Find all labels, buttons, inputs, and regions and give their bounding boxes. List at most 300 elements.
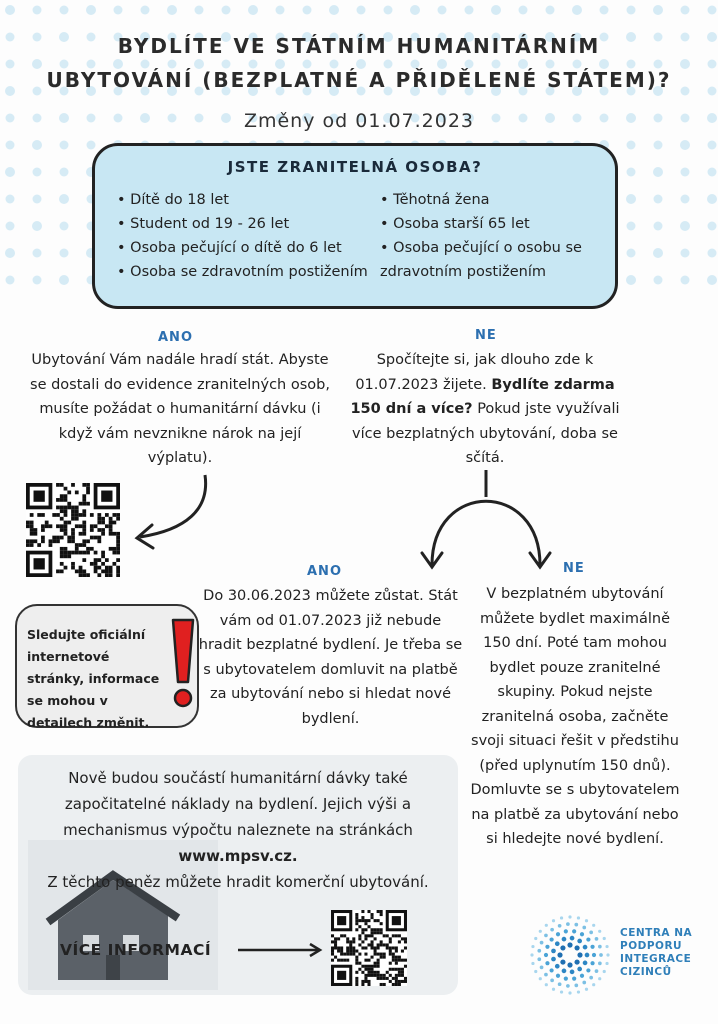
qr-module xyxy=(334,937,337,940)
qr-module xyxy=(367,980,370,983)
qr-module xyxy=(355,919,358,922)
logo-dot xyxy=(589,930,593,934)
qr-module xyxy=(395,946,398,949)
yes-branch-text: Ubytování Vám nadále hradí stát. Abyste se dostali do evidence zranitelných osob, musíte požádat o humanitární dávku (i když vám nevznikne nárok na její výplatu). xyxy=(30,352,330,466)
qr-module xyxy=(367,971,370,974)
logo-dot xyxy=(557,952,562,957)
logo-line3: INTEGRACE xyxy=(620,953,692,965)
qr-module xyxy=(364,953,367,956)
qr-module xyxy=(398,956,401,959)
qr-module xyxy=(383,953,386,956)
qr-module xyxy=(367,974,370,977)
info-panel xyxy=(18,755,458,995)
qr-module xyxy=(337,950,340,953)
logo-dot xyxy=(570,936,575,941)
qr-module xyxy=(358,962,361,965)
qr-module xyxy=(374,971,377,974)
qr-module xyxy=(386,943,389,946)
qr-module xyxy=(395,974,398,977)
qr-module xyxy=(364,937,367,940)
logo-dot xyxy=(534,937,537,940)
qr-module xyxy=(386,946,389,949)
logo-dot xyxy=(550,978,554,982)
qr-module xyxy=(401,980,404,983)
qr-module xyxy=(377,946,380,949)
page-title-line2: UBYTOVÁNÍ (BEZPLATNÉ A PŘIDĚLENÉ STÁTEM)? xyxy=(46,68,672,92)
qr-module xyxy=(380,983,383,986)
qr-module xyxy=(395,968,398,971)
logo-dot xyxy=(537,949,541,953)
qr-module xyxy=(331,934,334,937)
logo-dot xyxy=(560,959,565,964)
qr-module xyxy=(371,934,374,937)
qr-module xyxy=(367,983,370,986)
qr-module xyxy=(337,959,340,962)
qr-module xyxy=(374,928,377,931)
qr-code-icon-bottom[interactable] xyxy=(331,910,407,986)
qr-module xyxy=(364,928,367,931)
logo-dot xyxy=(570,970,575,975)
sub-no-label: NE xyxy=(563,561,585,576)
qr-module xyxy=(386,934,389,937)
qr-module xyxy=(364,919,367,922)
more-info-label: VÍCE INFORMACÍ xyxy=(60,941,212,959)
logo-dot xyxy=(552,988,555,991)
logo-dot xyxy=(539,977,542,980)
logo-dot xyxy=(595,937,599,941)
logo-dot xyxy=(580,974,584,978)
qr-module xyxy=(361,983,364,986)
logo-dot xyxy=(544,973,548,977)
qr-module xyxy=(395,962,398,965)
qr-module xyxy=(361,946,364,949)
qr-module xyxy=(371,928,374,931)
qr-module xyxy=(383,974,386,977)
qr-module xyxy=(364,965,367,968)
qr-module xyxy=(374,965,377,968)
qr-module xyxy=(386,971,389,974)
logo-dot xyxy=(586,968,590,972)
qr-module xyxy=(371,956,374,959)
warning-box xyxy=(15,604,199,728)
qr-module xyxy=(367,968,370,971)
logo-dot xyxy=(590,961,594,965)
logo-dot xyxy=(585,988,588,991)
qr-module xyxy=(371,943,374,946)
qr-module xyxy=(374,931,377,934)
logo-dot xyxy=(562,937,567,942)
logo-dot xyxy=(583,961,588,966)
info-text xyxy=(18,765,458,895)
logo-dot xyxy=(567,962,572,967)
qr-module xyxy=(392,977,395,980)
logo-dot xyxy=(555,941,560,946)
qr-module xyxy=(352,940,355,943)
logo-dot xyxy=(564,929,568,933)
qr-module xyxy=(392,956,395,959)
qr-module xyxy=(334,940,337,943)
sub-yes-label: ANO xyxy=(307,564,342,579)
qr-module xyxy=(401,959,404,962)
qr-module xyxy=(364,934,367,937)
qr-module xyxy=(374,950,377,953)
qr-module xyxy=(361,971,364,974)
vulnerable-box-title: JSTE ZRANITELNÁ OSOBA? xyxy=(227,158,483,176)
qr-module xyxy=(364,968,367,971)
qr-module xyxy=(374,953,377,956)
qr-module xyxy=(380,956,383,959)
logo-dot xyxy=(605,962,608,965)
qr-module xyxy=(389,968,392,971)
qr-module xyxy=(371,913,374,916)
qr-module xyxy=(361,928,364,931)
qr-module xyxy=(401,968,404,971)
logo-dot xyxy=(603,937,606,940)
qr-module xyxy=(374,946,377,949)
qr-module xyxy=(377,910,380,913)
qr-module xyxy=(404,946,407,949)
no-label: NE xyxy=(475,328,497,343)
qr-module xyxy=(364,974,367,977)
qr-module xyxy=(364,977,367,980)
qr-module xyxy=(374,962,377,965)
list-item: • Osoba pečující o osobu se zdravotním postižením xyxy=(380,236,610,284)
qr-module xyxy=(346,950,349,953)
qr-module xyxy=(337,937,340,940)
qr-module xyxy=(340,946,343,949)
logo-dot xyxy=(583,945,588,950)
qr-module xyxy=(361,980,364,983)
logo-dot xyxy=(598,962,602,966)
qr-module xyxy=(334,956,337,959)
logo-dot xyxy=(531,945,534,948)
sub-yes-text: Do 30.06.2023 můžete zůstat. Stát vám od 01.07.2023 již nebude hradit bezplatné bydlení. Je třeba se s ubytovatelem domluvit na platbě za ubytování nebo si hledat nové bydlení. xyxy=(198,588,463,727)
qr-module xyxy=(383,934,386,937)
qr-module xyxy=(395,959,398,962)
logo-dot xyxy=(530,953,533,956)
qr-module xyxy=(383,983,386,986)
qr-module xyxy=(377,977,380,980)
qr-module xyxy=(377,959,380,962)
qr-module xyxy=(383,956,386,959)
sub-no-text: V bezplatném ubytování můžete bydlet maximálně 150 dní. Poté tam mohou bydlet pouze zranitelné skupiny. Pokud nejste zranitelná osoba, začněte svoji situaci řešit v předstihu (před uplynutím 150 dnů). Domluvte se s ubytovatelem na platbě za ubytování nebo si hledejte nové bydlení. xyxy=(470,586,680,847)
qr-module xyxy=(346,953,349,956)
qr-module xyxy=(340,959,343,962)
qr-module xyxy=(395,980,398,983)
qr-module xyxy=(358,968,361,971)
logo-dot xyxy=(582,926,586,930)
qr-module xyxy=(380,931,383,934)
qr-module xyxy=(355,983,358,986)
qr-module xyxy=(346,946,349,949)
logo-dot xyxy=(598,945,602,949)
qr-module xyxy=(380,922,383,925)
qr-module xyxy=(389,962,392,965)
logo-dot xyxy=(574,984,578,988)
logo-line1: CENTRA NA xyxy=(620,927,693,939)
qr-module xyxy=(398,980,401,983)
qr-module xyxy=(346,937,349,940)
qr-module xyxy=(377,962,380,965)
logo-line4: CIZINCŮ xyxy=(620,966,672,978)
qr-module xyxy=(361,919,364,922)
qr-module xyxy=(401,950,404,953)
qr-module xyxy=(331,950,334,953)
logo-dot xyxy=(577,967,582,972)
logo-dot xyxy=(568,991,571,994)
logo-dot xyxy=(544,953,548,957)
qr-module xyxy=(380,953,383,956)
qr-module xyxy=(380,974,383,977)
qr-module xyxy=(392,946,395,949)
qr-module xyxy=(343,934,346,937)
qr-module xyxy=(358,919,361,922)
logo-dot xyxy=(555,964,560,969)
qr-module xyxy=(346,959,349,962)
qr-module xyxy=(371,946,374,949)
qr-module xyxy=(349,940,352,943)
qr-module xyxy=(401,974,404,977)
qr-module xyxy=(343,959,346,962)
logo-dot xyxy=(577,939,582,944)
qr-module xyxy=(364,959,367,962)
info-text-a: Nově budou součástí humanitární dávky také započitatelné náklady na bydlení. Jejich výši a mechanismus výpočtu naleznete na stránkách xyxy=(63,769,413,839)
qr-module xyxy=(367,934,370,937)
logo-dot xyxy=(577,952,582,957)
qr-module xyxy=(367,965,370,968)
list-item: • Osoba starší 65 let xyxy=(380,212,610,236)
qr-module xyxy=(367,910,370,913)
qr-module xyxy=(377,943,380,946)
qr-module xyxy=(404,940,407,943)
qr-module xyxy=(343,953,346,956)
logo-dot xyxy=(566,922,570,926)
qr-module xyxy=(398,934,401,937)
qr-module xyxy=(380,913,383,916)
qr-module xyxy=(355,971,358,974)
logo-dot xyxy=(531,962,534,965)
qr-module xyxy=(374,974,377,977)
logo-dot xyxy=(586,937,590,941)
qr-module xyxy=(349,943,352,946)
qr-module xyxy=(355,977,358,980)
qr-module xyxy=(389,937,392,940)
qr-module xyxy=(364,922,367,925)
qr-module xyxy=(398,983,401,986)
qr-module xyxy=(392,953,395,956)
logo-dot xyxy=(550,968,554,972)
qr-module xyxy=(395,956,398,959)
logo-dot xyxy=(592,983,595,986)
qr-module xyxy=(380,940,383,943)
no-branch-text-b: Pokud jste využívali více bezplatných ubytování, doba se sčítá. xyxy=(352,401,620,466)
qr-module xyxy=(361,965,364,968)
qr-module xyxy=(395,977,398,980)
qr-module xyxy=(364,946,367,949)
qr-module xyxy=(349,946,352,949)
qr-module xyxy=(377,965,380,968)
qr-module xyxy=(383,943,386,946)
qr-module xyxy=(361,916,364,919)
qr-module xyxy=(334,946,337,949)
list-item: • Dítě do 18 let xyxy=(117,188,368,212)
logo-dot xyxy=(539,930,542,933)
logo-dot xyxy=(556,932,560,936)
qr-module xyxy=(346,940,349,943)
logo-dot xyxy=(598,977,601,980)
logo-dot xyxy=(545,924,548,927)
qr-module xyxy=(349,953,352,956)
yes-label: ANO xyxy=(158,330,193,345)
logo-dot xyxy=(568,915,571,918)
qr-module xyxy=(364,980,367,983)
qr-module xyxy=(392,959,395,962)
logo-dot xyxy=(574,945,579,950)
logo-dot xyxy=(606,953,609,956)
qr-module xyxy=(404,965,407,968)
logo-dot xyxy=(572,929,576,933)
logo-dot xyxy=(558,982,562,986)
logo-dot xyxy=(589,976,593,980)
qr-finder xyxy=(392,916,401,925)
qr-module xyxy=(358,925,361,928)
qr-module xyxy=(404,937,407,940)
qr-module xyxy=(404,980,407,983)
page-title-line1: BYDLÍTE VE STÁTNÍM HUMANITÁRNÍM xyxy=(117,34,601,58)
qr-module xyxy=(355,928,358,931)
logo-dot xyxy=(562,969,567,974)
list-item: • Osoba se zdravotním postižením xyxy=(117,260,368,284)
qr-module xyxy=(392,968,395,971)
qr-module xyxy=(355,922,358,925)
logo-dot xyxy=(585,953,590,958)
qr-module xyxy=(355,956,358,959)
logo-dot xyxy=(572,977,576,981)
warning-text: Sledujte oficiální internetové stránky, informace se mohou v detailech změnit. xyxy=(27,627,160,730)
logo-dot xyxy=(544,934,548,938)
info-text-b: Z těchto peněz můžete hradit komerční ubytování. xyxy=(47,873,429,891)
qr-module xyxy=(349,950,352,953)
logo-dot xyxy=(566,984,570,988)
logo-dot xyxy=(550,928,554,932)
qr-module xyxy=(331,959,334,962)
qr-module xyxy=(392,934,395,937)
logo-dot xyxy=(560,945,565,950)
logo-dot xyxy=(540,941,544,945)
logo-dot xyxy=(545,983,548,986)
qr-module xyxy=(367,925,370,928)
logo-dot xyxy=(577,916,580,919)
qr-module xyxy=(331,940,334,943)
list-item: • Student od 19 - 26 let xyxy=(117,212,368,236)
qr-module xyxy=(367,919,370,922)
qr-module xyxy=(355,959,358,962)
qr-module xyxy=(358,943,361,946)
qr-module xyxy=(398,971,401,974)
qr-module xyxy=(352,953,355,956)
logo-dot xyxy=(551,949,556,954)
qr-module xyxy=(404,977,407,980)
qr-finder xyxy=(337,971,346,980)
qr-module xyxy=(358,937,361,940)
qr-module xyxy=(371,974,374,977)
qr-module xyxy=(371,931,374,934)
mpsv-link[interactable]: www.mpsv.cz. xyxy=(178,847,298,865)
logo-dot xyxy=(599,953,603,957)
logo-dot xyxy=(551,957,556,962)
logo-dot xyxy=(545,945,549,949)
qr-module xyxy=(380,928,383,931)
qr-module xyxy=(371,971,374,974)
logo-dot xyxy=(598,930,601,933)
logo-dot xyxy=(556,974,560,978)
logo-dot xyxy=(534,970,537,973)
logo-dot xyxy=(564,977,568,981)
qr-finder xyxy=(337,916,346,925)
logo-dot xyxy=(585,919,588,922)
qr-module xyxy=(355,950,358,953)
qr-module xyxy=(340,953,343,956)
logo-dot xyxy=(605,945,608,948)
qr-module xyxy=(377,931,380,934)
logo-dot xyxy=(574,923,578,927)
logo-dot xyxy=(550,937,554,941)
logo-dot xyxy=(540,966,544,970)
qr-module xyxy=(389,950,392,953)
qr-module xyxy=(392,983,395,986)
qr-module xyxy=(358,953,361,956)
qr-module xyxy=(395,950,398,953)
qr-module xyxy=(371,968,374,971)
qr-module xyxy=(395,934,398,937)
qr-module xyxy=(389,974,392,977)
qr-module xyxy=(386,977,389,980)
qr-module xyxy=(355,913,358,916)
qr-module xyxy=(355,962,358,965)
list-item: • Osoba pečující o dítě do 6 let xyxy=(117,236,368,260)
qr-module xyxy=(331,946,334,949)
qr-module xyxy=(398,974,401,977)
logo-dot xyxy=(567,942,572,947)
qr-module xyxy=(371,940,374,943)
qr-module xyxy=(374,937,377,940)
logo-dot xyxy=(577,990,580,993)
qr-module xyxy=(358,934,361,937)
qr-module xyxy=(331,953,334,956)
qr-module xyxy=(389,980,392,983)
qr-module xyxy=(380,977,383,980)
logo-dot xyxy=(552,919,555,922)
list-item: • Těhotná žena xyxy=(380,188,610,212)
logo-dot xyxy=(545,961,549,965)
qr-module xyxy=(377,974,380,977)
qr-module xyxy=(371,965,374,968)
qr-module xyxy=(355,916,358,919)
qr-module xyxy=(401,971,404,974)
qr-module xyxy=(389,953,392,956)
qr-module xyxy=(395,983,398,986)
qr-module xyxy=(361,910,364,913)
qr-module xyxy=(334,943,337,946)
logo-dot xyxy=(580,932,584,936)
qr-module xyxy=(374,919,377,922)
qr-module xyxy=(398,959,401,962)
centra-logo-icon xyxy=(530,915,610,995)
exclamation-icon xyxy=(167,616,199,712)
qr-module xyxy=(361,940,364,943)
page-subtitle: Změny od 01.07.2023 xyxy=(243,110,475,132)
qr-module xyxy=(340,934,343,937)
